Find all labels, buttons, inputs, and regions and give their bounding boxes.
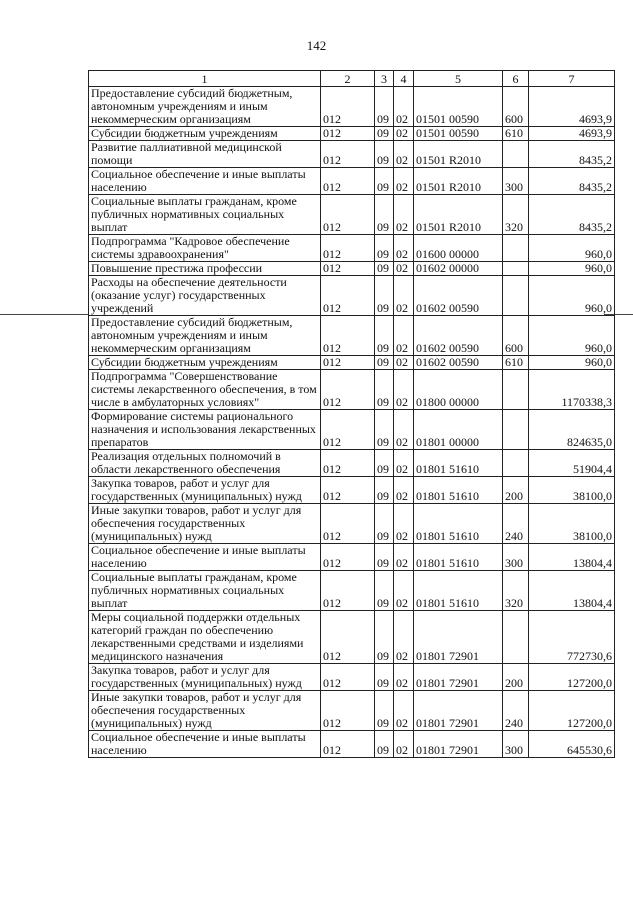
header-cell: 3: [375, 71, 394, 87]
expense-type-cell: 610: [503, 356, 529, 370]
header-cell: 4: [394, 71, 414, 87]
admin-code-cell: 012: [321, 235, 375, 262]
admin-code-cell: 012: [321, 731, 375, 758]
table-row: [89, 544, 615, 571]
expense-type-cell: [503, 370, 529, 410]
amount-cell: 960,0: [529, 316, 615, 356]
amount-cell: 960,0: [529, 356, 615, 370]
subsection-cell: 02: [394, 127, 414, 141]
subsection-cell: 02: [394, 168, 414, 195]
row-name-cell: Субсидии бюджетным учреждениям: [89, 356, 321, 370]
table-row: [89, 691, 615, 731]
table-row: [89, 195, 615, 235]
section-cell: 09: [375, 504, 394, 544]
subsection-cell: 02: [394, 731, 414, 758]
admin-code-cell: 012: [321, 87, 375, 127]
section-cell: 09: [375, 316, 394, 356]
admin-code-cell: 012: [321, 664, 375, 691]
expense-type-cell: 320: [503, 571, 529, 611]
margin-rule-left: [0, 314, 88, 315]
admin-code-cell: 012: [321, 504, 375, 544]
table-row: [89, 477, 615, 504]
section-cell: 09: [375, 544, 394, 571]
amount-cell: 4693,9: [529, 87, 615, 127]
amount-cell: 38100,0: [529, 477, 615, 504]
amount-cell: 8435,2: [529, 195, 615, 235]
header-cell: 7: [529, 71, 615, 87]
admin-code-cell: 012: [321, 276, 375, 316]
subsection-cell: 02: [394, 276, 414, 316]
section-cell: 09: [375, 410, 394, 450]
subsection-cell: 02: [394, 664, 414, 691]
admin-code-cell: 012: [321, 127, 375, 141]
target-article-cell: 01501 00590: [414, 87, 503, 127]
table-row: [89, 571, 615, 611]
section-cell: 09: [375, 731, 394, 758]
target-article-cell: 01602 00000: [414, 262, 503, 276]
table-row: [89, 141, 615, 168]
target-article-cell: 01501 00590: [414, 127, 503, 141]
subsection-cell: 02: [394, 370, 414, 410]
subsection-cell: 02: [394, 477, 414, 504]
amount-cell: 127200,0: [529, 691, 615, 731]
budget-table: [88, 70, 615, 758]
section-cell: 09: [375, 141, 394, 168]
header-cell: 5: [414, 71, 503, 87]
expense-type-cell: [503, 410, 529, 450]
row-name-cell: Расходы на обеспечение деятельности (оказание услуг) государственных учреждений: [89, 276, 321, 316]
target-article-cell: 01801 00000: [414, 410, 503, 450]
admin-code-cell: 012: [321, 571, 375, 611]
amount-cell: 127200,0: [529, 664, 615, 691]
header-cell: 6: [503, 71, 529, 87]
target-article-cell: 01600 00000: [414, 235, 503, 262]
admin-code-cell: 012: [321, 262, 375, 276]
amount-cell: 51904,4: [529, 450, 615, 477]
table-body: [89, 87, 615, 758]
target-article-cell: 01801 51610: [414, 477, 503, 504]
admin-code-cell: 012: [321, 168, 375, 195]
expense-type-cell: 600: [503, 316, 529, 356]
amount-cell: 772730,6: [529, 611, 615, 664]
section-cell: 09: [375, 195, 394, 235]
subsection-cell: 02: [394, 504, 414, 544]
row-name-cell: Субсидии бюджетным учреждениям: [89, 127, 321, 141]
subsection-cell: 02: [394, 195, 414, 235]
admin-code-cell: 012: [321, 691, 375, 731]
expense-type-cell: [503, 141, 529, 168]
table-row: [89, 168, 615, 195]
row-name-cell: Социальное обеспечение и иные выплаты населению: [89, 168, 321, 195]
table-row: [89, 316, 615, 356]
subsection-cell: 02: [394, 316, 414, 356]
table-row: [89, 731, 615, 758]
expense-type-cell: 610: [503, 127, 529, 141]
subsection-cell: 02: [394, 450, 414, 477]
row-name-cell: Социальное обеспечение и иные выплаты населению: [89, 731, 321, 758]
target-article-cell: 01801 72901: [414, 691, 503, 731]
section-cell: 09: [375, 450, 394, 477]
admin-code-cell: 012: [321, 450, 375, 477]
subsection-cell: 02: [394, 235, 414, 262]
expense-type-cell: 300: [503, 544, 529, 571]
amount-cell: 13804,4: [529, 544, 615, 571]
target-article-cell: 01801 72901: [414, 731, 503, 758]
subsection-cell: 02: [394, 571, 414, 611]
table-row: [89, 87, 615, 127]
section-cell: 09: [375, 127, 394, 141]
admin-code-cell: 012: [321, 316, 375, 356]
amount-cell: 38100,0: [529, 504, 615, 544]
amount-cell: 960,0: [529, 262, 615, 276]
row-name-cell: Иные закупки товаров, работ и услуг для обеспечения государственных (муниципальных) нужд: [89, 691, 321, 731]
admin-code-cell: 012: [321, 544, 375, 571]
expense-type-cell: [503, 611, 529, 664]
admin-code-cell: 012: [321, 611, 375, 664]
expense-type-cell: 320: [503, 195, 529, 235]
expense-type-cell: 200: [503, 664, 529, 691]
row-name-cell: Реализация отдельных полномочий в области лекарственного обеспечения: [89, 450, 321, 477]
subsection-cell: 02: [394, 410, 414, 450]
header-row: [89, 71, 615, 87]
amount-cell: 824635,0: [529, 410, 615, 450]
expense-type-cell: [503, 235, 529, 262]
target-article-cell: 01602 00590: [414, 356, 503, 370]
admin-code-cell: 012: [321, 410, 375, 450]
section-cell: 09: [375, 571, 394, 611]
table-row: [89, 664, 615, 691]
row-name-cell: Подпрограмма "Кадровое обеспечение системы здравоохранения": [89, 235, 321, 262]
row-name-cell: Закупка товаров, работ и услуг для государственных (муниципальных) нужд: [89, 477, 321, 504]
expense-type-cell: 240: [503, 504, 529, 544]
subsection-cell: 02: [394, 544, 414, 571]
amount-cell: 4693,9: [529, 127, 615, 141]
target-article-cell: 01602 00590: [414, 316, 503, 356]
table-row: [89, 276, 615, 316]
table-row: [89, 262, 615, 276]
expense-type-cell: [503, 276, 529, 316]
subsection-cell: 02: [394, 611, 414, 664]
row-name-cell: Социальные выплаты гражданам, кроме публичных нормативных социальных выплат: [89, 195, 321, 235]
row-name-cell: Меры социальной поддержки отдельных категорий граждан по обеспечению лекарственными средствами и изделиями медицинского назначения: [89, 611, 321, 664]
target-article-cell: 01602 00590: [414, 276, 503, 316]
row-name-cell: Предоставление субсидий бюджетным, автономным учреждениям и иным некоммерческим организациям: [89, 87, 321, 127]
row-name-cell: Развитие паллиативной медицинской помощи: [89, 141, 321, 168]
expense-type-cell: [503, 262, 529, 276]
section-cell: 09: [375, 691, 394, 731]
table-row: [89, 611, 615, 664]
table-row: [89, 356, 615, 370]
header-cell: 2: [321, 71, 375, 87]
subsection-cell: 02: [394, 356, 414, 370]
amount-cell: 8435,2: [529, 168, 615, 195]
section-cell: 09: [375, 477, 394, 504]
target-article-cell: 01801 51610: [414, 504, 503, 544]
target-article-cell: 01501 R2010: [414, 168, 503, 195]
target-article-cell: 01501 R2010: [414, 141, 503, 168]
table-row: [89, 504, 615, 544]
target-article-cell: 01801 51610: [414, 450, 503, 477]
section-cell: 09: [375, 611, 394, 664]
subsection-cell: 02: [394, 262, 414, 276]
amount-cell: 13804,4: [529, 571, 615, 611]
table-row: [89, 450, 615, 477]
target-article-cell: 01501 R2010: [414, 195, 503, 235]
table-row: [89, 410, 615, 450]
amount-cell: 960,0: [529, 276, 615, 316]
admin-code-cell: 012: [321, 356, 375, 370]
amount-cell: 645530,6: [529, 731, 615, 758]
section-cell: 09: [375, 356, 394, 370]
row-name-cell: Социальное обеспечение и иные выплаты населению: [89, 544, 321, 571]
expense-type-cell: 300: [503, 168, 529, 195]
target-article-cell: 01801 72901: [414, 611, 503, 664]
section-cell: 09: [375, 235, 394, 262]
expense-type-cell: 600: [503, 87, 529, 127]
table-row: [89, 127, 615, 141]
page-number: 142: [306, 38, 327, 53]
row-name-cell: Повышение престижа профессии: [89, 262, 321, 276]
admin-code-cell: 012: [321, 370, 375, 410]
section-cell: 09: [375, 87, 394, 127]
admin-code-cell: 012: [321, 141, 375, 168]
subsection-cell: 02: [394, 691, 414, 731]
section-cell: 09: [375, 262, 394, 276]
expense-type-cell: [503, 450, 529, 477]
target-article-cell: 01801 51610: [414, 544, 503, 571]
section-cell: 09: [375, 168, 394, 195]
row-name-cell: Подпрограмма "Совершенствование системы лекарственного обеспечения, в том числе в амбулаторных условиях": [89, 370, 321, 410]
header-cell: 1: [89, 71, 321, 87]
subsection-cell: 02: [394, 87, 414, 127]
section-cell: 09: [375, 370, 394, 410]
amount-cell: 1170338,3: [529, 370, 615, 410]
row-name-cell: Социальные выплаты гражданам, кроме публичных нормативных социальных выплат: [89, 571, 321, 611]
row-name-cell: Предоставление субсидий бюджетным, автономным учреждениям и иным некоммерческим организациям: [89, 316, 321, 356]
target-article-cell: 01800 00000: [414, 370, 503, 410]
row-name-cell: Закупка товаров, работ и услуг для государственных (муниципальных) нужд: [89, 664, 321, 691]
section-cell: 09: [375, 664, 394, 691]
table-row: [89, 370, 615, 410]
admin-code-cell: 012: [321, 477, 375, 504]
row-name-cell: Формирование системы рационального назначения и использования лекарственных препаратов: [89, 410, 321, 450]
row-name-cell: Иные закупки товаров, работ и услуг для обеспечения государственных (муниципальных) нужд: [89, 504, 321, 544]
subsection-cell: 02: [394, 141, 414, 168]
admin-code-cell: 012: [321, 195, 375, 235]
expense-type-cell: 200: [503, 477, 529, 504]
amount-cell: 960,0: [529, 235, 615, 262]
expense-type-cell: 240: [503, 691, 529, 731]
target-article-cell: 01801 51610: [414, 571, 503, 611]
target-article-cell: 01801 72901: [414, 664, 503, 691]
table-row: [89, 235, 615, 262]
amount-cell: 8435,2: [529, 141, 615, 168]
expense-type-cell: 300: [503, 731, 529, 758]
section-cell: 09: [375, 276, 394, 316]
